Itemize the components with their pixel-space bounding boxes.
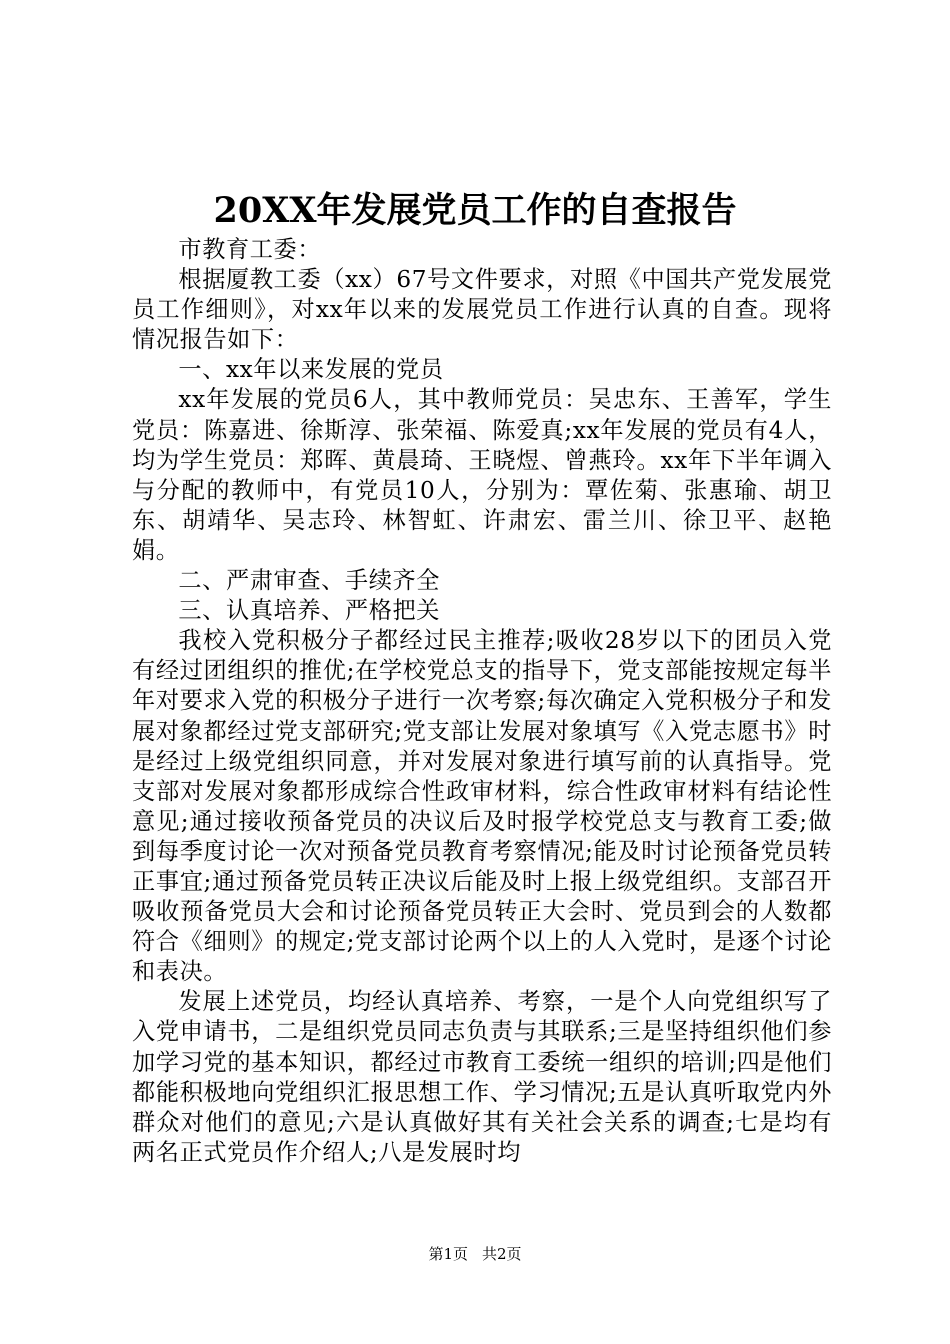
section-heading-1: 一、xx年以来发展的党员 xyxy=(178,356,444,384)
document-title: 20XX年发展党员工作的自查报告 xyxy=(213,190,737,231)
development-paragraph: 发展上述党员，均经认真培养、考察，一是个人向党组织写了入党申请书，二是组织党员同志负责与其联系;三是坚持组织他们参加学习党的基本知识，都经过市教育工委统一组织的培训;四是他们都能积极地向党组织汇报思想工作、学习情况;五是认真听取党内外群众对他们的意见;六是认真做好其有关社会关系的调查;七是均有两名正式党员作介绍人;八是发展时均 xyxy=(132,988,832,1166)
salutation-paragraph: 市教育工委： xyxy=(178,236,322,263)
section-heading-3: 三、认真培养、严格把关 xyxy=(178,597,441,625)
training-paragraph: 我校入党积极分子都经过民主推荐;吸收28岁以下的团员入党有经过团组织的推优;在学校党总支的指导下，党支部能按规定每半年对要求入党的积极分子进行一次考察;每次确定入党积极分子和发展对象都经过党支部研究;党支部让发展对象填写《入党志愿书》时是经过上级党组织同意，并对发展对象进行填写前的认真指导。党支部对发展对象都形成综合性政审材料，综合性政审材料有结论性意见;通过接收预备党员的决议后及时报学校党总支与教育工委;做到每季度讨论一次对预备党员教育考察情况;能及时讨论预备党员转正事宜;通过预备党员转正决议后能及时上报上级党组织。支部召开吸收预备党员大会和讨论预备党员转正大会时、党员到会的人数都符合《细则》的规定;党支部讨论两个以上的人入党时，是逐个讨论和表决。 xyxy=(132,627,832,986)
document-body xyxy=(132,235,832,1168)
section-heading-2: 二、严肃审查、手续齐全 xyxy=(178,567,441,595)
page-footer xyxy=(0,1244,950,1264)
intro-paragraph: 根据厦教工委（xx）67号文件要求，对照《中国共产党发展党员工作细则》，对xx年以来的发展党员工作进行认真的自查。现将情况报告如下： xyxy=(132,266,832,354)
page-total: 共2页 xyxy=(482,1245,522,1263)
members-paragraph: xx年发展的党员6人，其中教师党员：吴忠东、王善军，学生党员：陈嘉进、徐斯淳、张荣福、陈爱真;xx年发展的党员有4人，均为学生党员：郑晖、黄晨琦、王晓煜、曾燕玲。xx年下半年调入与分配的教师中，有党员10人，分别为：覃佐菊、张惠瑜、胡卫东、胡靖华、吴志玲、林智虹、许肃宏、雷兰川、徐卫平、赵艳娟。 xyxy=(132,386,832,564)
page-number: 第1页 xyxy=(428,1245,468,1263)
